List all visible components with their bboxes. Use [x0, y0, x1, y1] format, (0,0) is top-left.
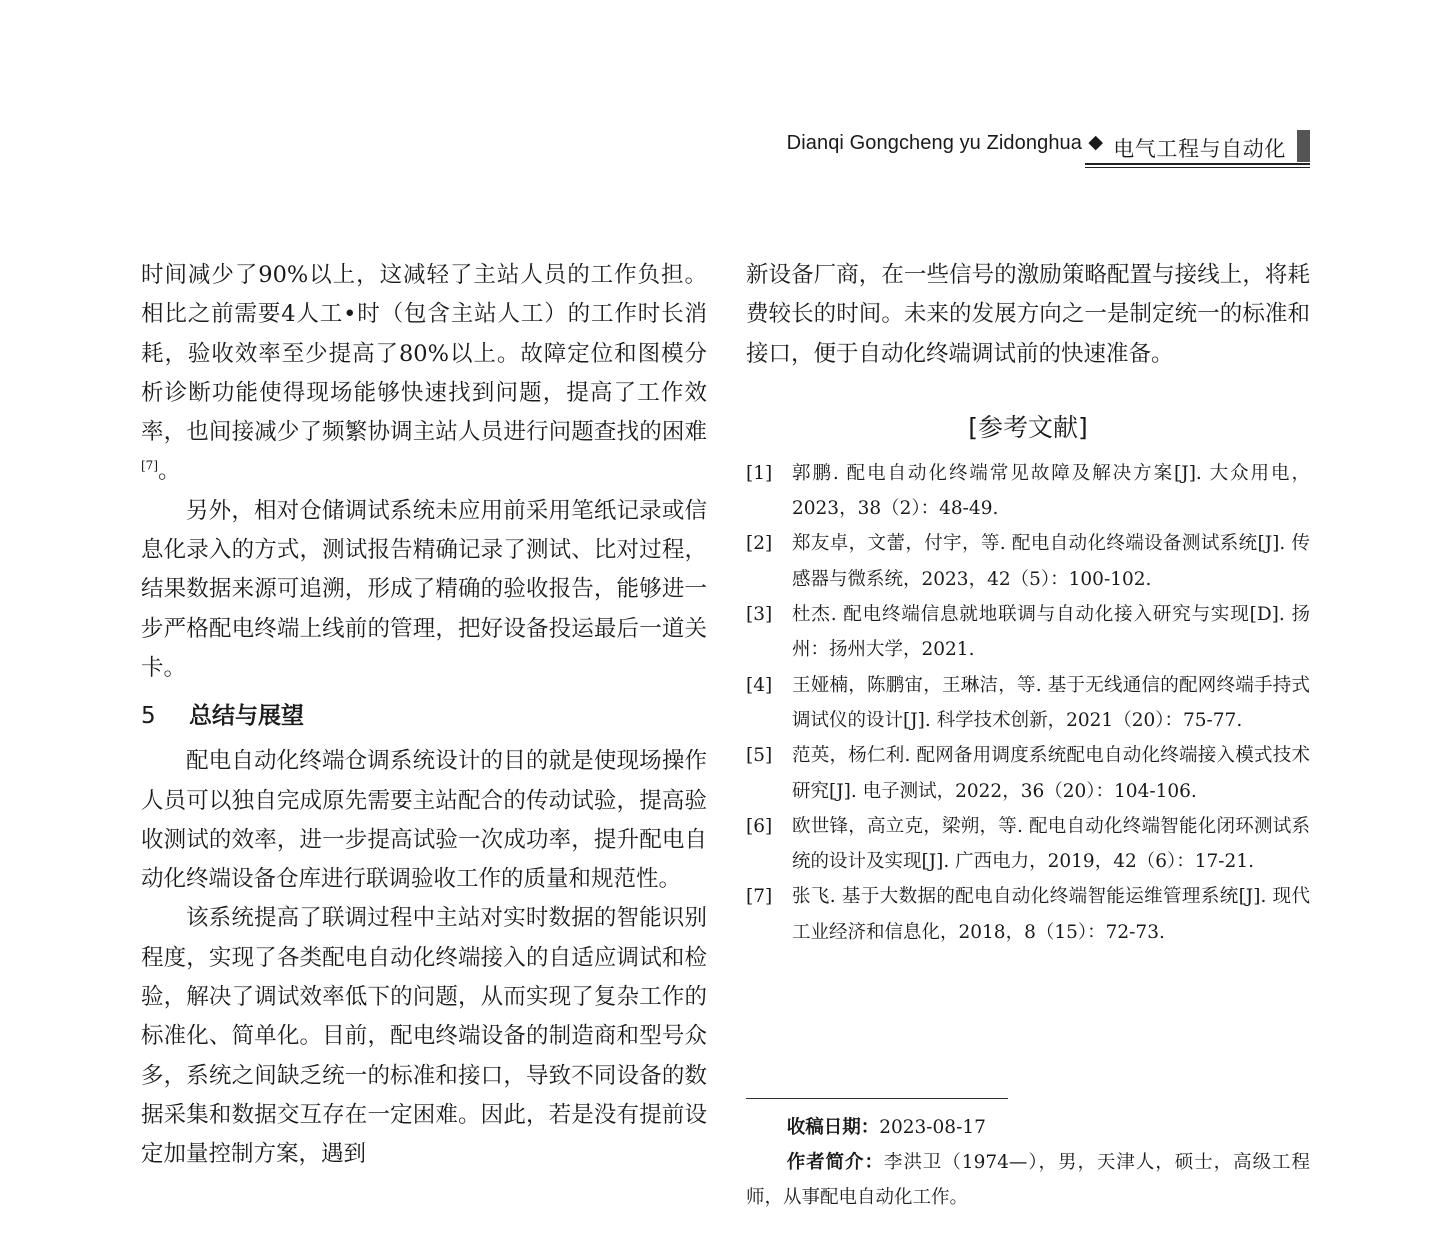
reference-item [746, 879, 1310, 950]
paragraph-purpose: 配电自动化终端仓调系统设计的目的就是使现场操作人员可以独自完成原先需要主站配合的传动试验，提高验收测试的效率，进一步提高试验一次成功率，提升配电自动化终端设备仓库进行联调验收工作的质量和规范性。 [141, 748, 707, 893]
right-column [746, 256, 1310, 950]
running-header [760, 130, 1310, 170]
citation-mark: [7] [141, 458, 158, 473]
paragraph-efficiency [141, 256, 707, 492]
header-bar-mark [1297, 130, 1310, 162]
references-title: [参考文献] [968, 412, 1088, 442]
paragraph-report: 另外，相对仓储调试系统未应用前采用笔纸记录或信息化录入的方式，测试报告精确记录了测试、比对过程，结果数据来源可追溯，形成了精确的验收报告，能够进一步严格配电终端上线前的管理，把好设备投运最后一道关卡。 [141, 497, 707, 681]
paragraph-system: 该系统提高了联调过程中主站对实时数据的智能识别程度，实现了各类配电自动化终端接入的自适应调试和检验，解决了调试效率低下的问题，从而实现了复杂工作的标准化、简单化。目前，配电终端设备的制造商和型号众多，系统之间缺乏统一的标准和接口，导致不同设备的数据采集和数据交互存在一定困难。因此，若是没有提前设定加量控制方案，遇到 [141, 905, 707, 1168]
received-label: 收稿日期： [786, 1117, 880, 1138]
reference-number: [6] [746, 815, 773, 837]
reference-text: 范英，杨仁利. 配网备用调度系统配电自动化终端接入模式技术研究[J]. 电子测试，2022，36（20）：104-106. [792, 745, 1310, 802]
header-rule-thin [1085, 167, 1310, 168]
reference-list [746, 456, 1310, 950]
reference-item [746, 456, 1310, 527]
reference-number: [4] [746, 674, 773, 696]
reference-text: 王娅楠，陈鹏宙，王琳洁，等. 基于无线通信的配网终端手持式调试仪的设计[J]. 科学技术创新，2021（20）：75-77. [792, 674, 1310, 731]
reference-item [746, 738, 1310, 809]
left-column [141, 256, 707, 1175]
author-value: 李洪卫（1974—），男，天津人，硕士，高级工程师，从事配电自动化工作。 [746, 1152, 1310, 1208]
section-title: 总结与展望 [189, 703, 304, 730]
diamond-separator: ◆ [1088, 131, 1103, 153]
footnote [746, 1110, 1310, 1215]
paragraph-future: 新设备厂商，在一些信号的激励策略配置与接线上，将耗费较长的时间。未来的发展方向之一是制定统一的标准和接口，便于自动化终端调试前的快速准备。 [746, 262, 1310, 367]
reference-item [746, 526, 1310, 597]
footnote-rule [746, 1098, 1008, 1099]
reference-text: 欧世锋，高立克，梁朔，等. 配电自动化终端智能化闭环测试系统的设计及实现[J]. 广西电力，2019，42（6）：17-21. [792, 815, 1310, 873]
reference-number: [1] [746, 462, 773, 484]
reference-number: [3] [746, 604, 773, 626]
received-date [746, 1110, 1310, 1145]
reference-text: 郑友卓，文蕾，付宇，等. 配电自动化终端设备测试系统[J]. 传感器与微系统，2023，42（5）：100-102. [792, 533, 1310, 590]
reference-number: [7] [746, 886, 773, 908]
reference-item [746, 809, 1310, 880]
reference-item [746, 597, 1310, 668]
journal-name-chinese: 电气工程与自动化 [1113, 137, 1286, 161]
reference-number: [2] [746, 533, 773, 555]
author-bio [746, 1145, 1310, 1215]
reference-number: [5] [746, 745, 773, 767]
journal-name-pinyin: Dianqi Gongcheng yu Zidonghua [786, 132, 1082, 154]
section-heading [141, 694, 707, 738]
header-rule-thick [1085, 163, 1310, 165]
reference-item [746, 668, 1310, 739]
paragraph-efficiency-end: 。 [158, 458, 181, 485]
received-value: 2023-08-17 [879, 1117, 986, 1138]
author-label: 作者简介： [786, 1152, 884, 1173]
reference-text: 杜杰. 配电终端信息就地联调与自动化接入研究与实现[D]. 扬州：扬州大学，2021. [792, 604, 1310, 661]
paragraph-efficiency-text: 时间减少了90%以上，这减轻了主站人员的工作负担。相比之前需要4人工•时（包含主站人工）的工作时长消耗，验收效率至少提高了80%以上。故障定位和图模分析诊断功能使得现场能够快速找到问题，提高了工作效率，也间接减少了频繁协调主站人员进行问题查找的困难 [141, 262, 707, 446]
reference-text: 郭鹏. 配电自动化终端常见故障及解决方案[J]. 大众用电，2023，38（2）：48-49. [792, 462, 1310, 520]
section-number: 5 [141, 703, 156, 730]
reference-text: 张飞. 基于大数据的配电自动化终端智能运维管理系统[J]. 现代工业经济和信息化，2018，8（15）：72-73. [792, 886, 1310, 943]
